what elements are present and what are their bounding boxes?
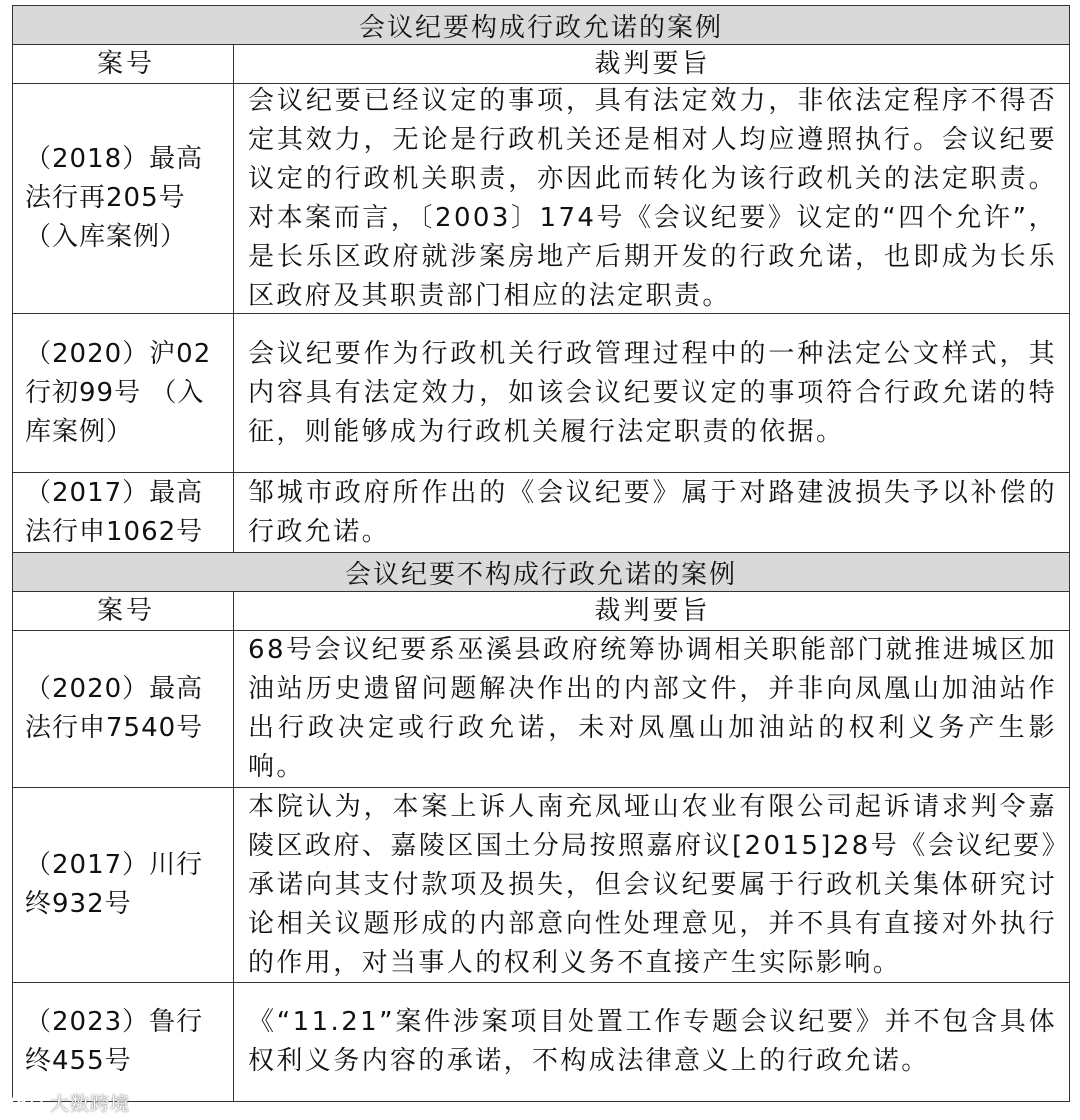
- header-ruling-gist: 裁判要旨: [594, 48, 711, 79]
- ruling-gist: 《“11.21”案件涉案项目处置工作专题会议纪要》并不包含具体权利义务内容的承诺，不构成法律意义上的行政允诺。: [248, 1007, 1057, 1076]
- header-ruling-gist: 裁判要旨: [594, 595, 711, 626]
- ruling-gist: 会议纪要作为行政机关行政管理过程中的一种法定公文样式，其内容具有法定效力，如该会议纪要议定的事项符合行政允诺的特征，则能够成为行政机关履行法定职责的依据。: [248, 338, 1057, 447]
- ruling-gist: 邹城市政府所作出的《会议纪要》属于对路建波损失予以补偿的行政允诺。: [248, 477, 1057, 547]
- case-number: （2023）鲁行终455号: [13, 983, 234, 1101]
- section-title-text: 会议纪要不构成行政允诺的案例: [344, 559, 737, 590]
- section-title-not-constitutes: [13, 553, 1069, 592]
- watermark-text: 大数跨境: [50, 1093, 131, 1115]
- table-row: [13, 788, 1069, 983]
- cases-table: [12, 5, 1070, 1102]
- table-row: [13, 983, 1069, 1101]
- case-number: （2020）最高法行申7540号: [13, 631, 234, 787]
- table-row: [13, 314, 1069, 473]
- header-case-number: 案号: [13, 45, 234, 83]
- case-number: （2018）最高法行再205号 （入库案例）: [13, 84, 234, 313]
- section-title-text: 会议纪要构成行政允诺的案例: [358, 12, 723, 43]
- table-header: [13, 45, 1069, 84]
- table-row: [13, 473, 1069, 553]
- ruling-gist: 本院认为，本案上诉人南充凤垭山农业有限公司起诉请求判令嘉陵区政府、嘉陵区国土分局按照嘉府议[2015]28号《会议纪要》承诺向其支付款项及损失，但会议纪要属于行政机关集体研究讨论相关议题形成的内部意向性处理意见，并不具有直接对外执行的作用，对当事人的权利义务不直接产生实际影响。: [248, 791, 1057, 978]
- table-row: [13, 631, 1069, 788]
- watermark: [10, 1089, 130, 1116]
- section-title-constitutes: [13, 6, 1069, 45]
- case-number: （2017）最高法行申1062号: [13, 473, 234, 552]
- table-header: [13, 592, 1069, 631]
- chat-bubble-icon: [10, 1092, 44, 1114]
- ruling-gist: 68号会议纪要系巫溪县政府统筹协调相关职能部门就推进城区加油站历史遗留问题解决作出的内部文件，并非向凤凰山加油站作出行政决定或行政允诺，未对凤凰山加油站的权利义务产生影响。: [248, 635, 1057, 782]
- ruling-gist: 会议纪要已经议定的事项，具有法定效力，非依法定程序不得否定其效力，无论是行政机关还是相对人均应遵照执行。会议纪要议定的行政机关职责，亦因此而转化为该行政机关的法定职责。对本案而言，〔2003〕174号《会议纪要》议定的“四个允许”，是长乐区政府就涉案房地产后期开发的行政允诺，也即成为长乐区政府及其职责部门相应的法定职责。: [248, 85, 1057, 311]
- case-number: （2017）川行终932号: [13, 788, 234, 982]
- case-number: （2020）沪02行初99号 （入库案例）: [13, 314, 234, 472]
- table-row: [13, 84, 1069, 314]
- header-case-number: 案号: [13, 592, 234, 630]
